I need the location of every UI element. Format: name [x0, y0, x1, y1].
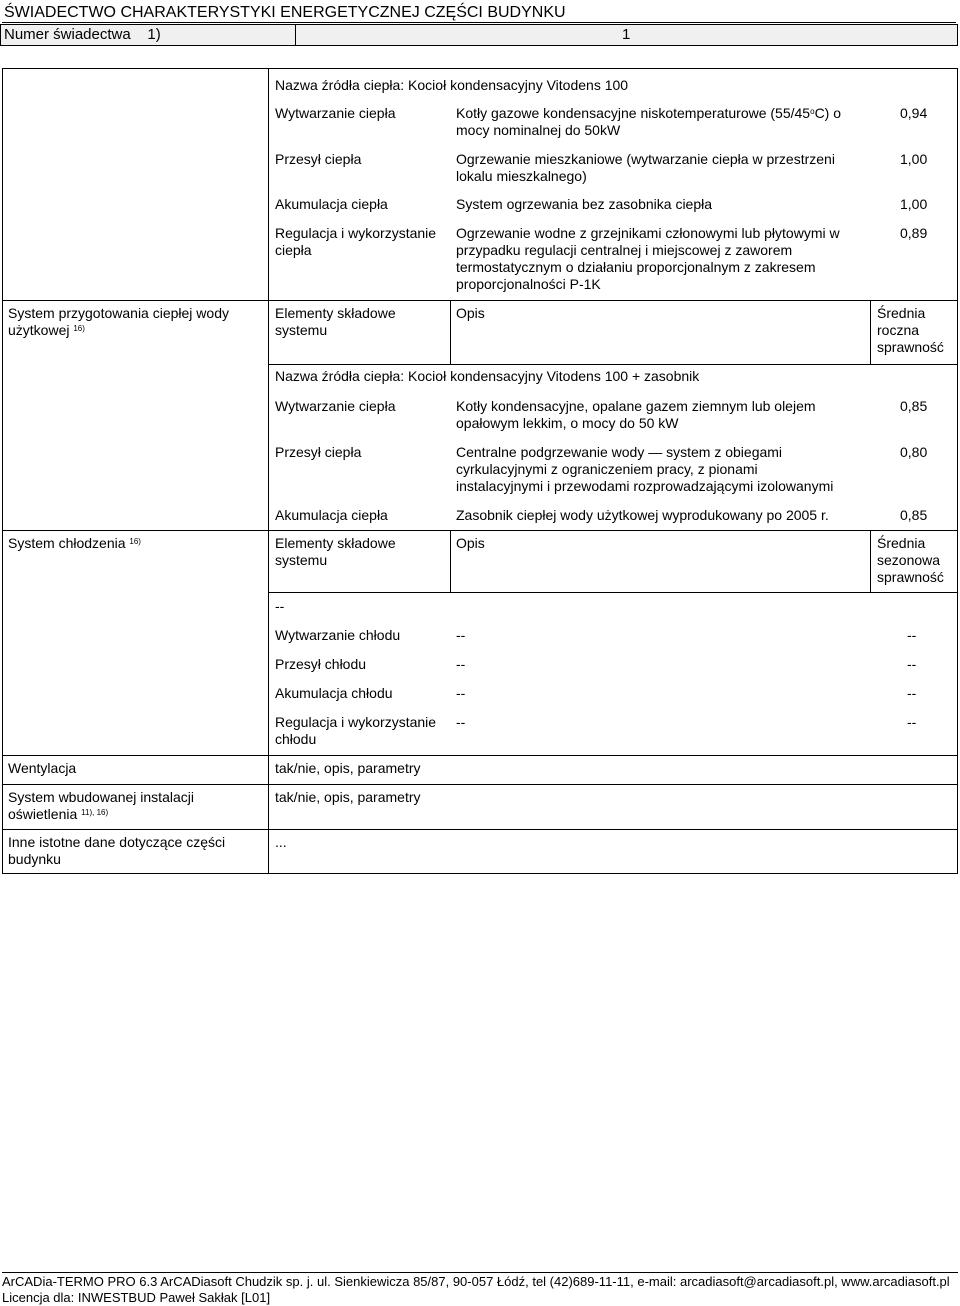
ventilation-value: tak/nie, opis, parametry: [275, 760, 421, 776]
column-divider: [870, 300, 871, 364]
cooling-source-dash: --: [275, 598, 285, 614]
column-divider: [870, 530, 871, 592]
column-divider: [268, 68, 269, 874]
hot-water-col-elements: Elementy składowe systemu: [275, 305, 396, 338]
cooling-transmission-value: --: [907, 656, 917, 672]
cooling-generation-label: Wytwarzanie chłodu: [275, 627, 401, 643]
heating-generation-value: 0,94: [900, 105, 928, 121]
cooling-transmission-desc: --: [456, 656, 466, 672]
certificate-number-value: 1: [622, 26, 631, 43]
heating-source-title: Nazwa źródła ciepła: Kocioł kondensacyjny Vitodens 100: [275, 77, 629, 93]
cooling-label: System chłodzenia $^{16)}$: [8, 535, 141, 551]
cooling-col-desc: Opis: [456, 535, 485, 551]
row-divider: [268, 592, 958, 593]
hot-water-col-value: Średnia roczna sprawność: [877, 305, 944, 355]
footer-software-line: ArCADia-TERMO PRO 6.3 ArCADiasoft Chudzik sp. j. ul. Sienkiewicza 85/87, 90-057 Łódź, tel (42)689-11-11, e-mail: arcadiasoft@arcadiasoft.pl, www.arcadiasoft.pl: [2, 1274, 950, 1289]
cooling-transmission-label: Przesył chłodu: [275, 656, 367, 672]
heating-regulation-desc: Ogrzewanie wodne z grzejnikami członowymi lub płytowymi w przypadku regulacji centralnej i miejscowej z zaworem termostatycznym o działaniu proporcjonalnym z zakresem proporcjonalności P-1K: [456, 225, 840, 292]
footer-divider: [2, 1272, 958, 1273]
row-divider: [2, 784, 268, 785]
column-divider: [450, 530, 451, 592]
cooling-col-value: Średnia sezonowa sprawność: [877, 535, 944, 585]
hot-water-label: System przygotowania ciepłej wody użytkowej $^{16)}$: [8, 305, 229, 338]
cooling-regulation-desc: --: [456, 714, 466, 730]
ventilation-label: Wentylacja: [8, 760, 77, 776]
hw-storage-label: Akumulacja ciepła: [275, 507, 388, 523]
heating-storage-desc: System ogrzewania bez zasobnika ciepła: [456, 196, 713, 212]
document-title: ŚWIADECTWO CHARAKTERYSTYKI ENERGETYCZNEJ CZĘŚCI BUDYNKU: [2, 3, 956, 23]
row-divider: [2, 829, 268, 830]
column-divider: [450, 300, 451, 364]
number-divider: [295, 24, 296, 46]
hw-transmission-label: Przesył ciepła: [275, 444, 362, 460]
hw-transmission-value: 0,80: [900, 444, 928, 460]
hot-water-source-title: Nazwa źródła ciepła: Kocioł kondensacyjny Vitodens 100 + zasobnik: [275, 368, 700, 384]
hw-storage-value: 0,85: [900, 507, 928, 523]
row-divider: [268, 755, 958, 756]
heating-transmission-label: Przesył ciepła: [275, 151, 362, 167]
heating-generation-label: Wytwarzanie ciepła: [275, 105, 396, 121]
lighting-label: System wbudowanej instalacji oświetlenia $^{11), 16)}$: [8, 789, 194, 822]
cooling-storage-value: --: [907, 685, 917, 701]
heating-transmission-desc: Ogrzewanie mieszkaniowe (wytwarzanie ciepła w przestrzeni lokalu mieszkalnego): [456, 151, 835, 184]
heating-storage-value: 1,00: [900, 196, 928, 212]
cooling-col-elements: Elementy składowe systemu: [275, 535, 396, 568]
row-divider: [268, 300, 958, 301]
row-divider: [2, 300, 268, 301]
lighting-value: tak/nie, opis, parametry: [275, 789, 421, 805]
hw-transmission-desc: Centralne podgrzewanie wody — system z obiegami cyrkulacyjnymi z ograniczeniem pracy, z pionami instalacyjnymi i przewodami rozprowadzającymi izolowanymi: [456, 444, 834, 494]
cooling-storage-label: Akumulacja chłodu: [275, 685, 393, 701]
hw-generation-value: 0,85: [900, 398, 928, 414]
certificate-number-label: Numer świadectwa 1): [4, 26, 161, 43]
row-divider: [2, 755, 268, 756]
cooling-generation-value: --: [907, 627, 917, 643]
cooling-regulation-label: Regulacja i wykorzystanie chłodu: [275, 714, 437, 747]
hot-water-col-desc: Opis: [456, 305, 485, 321]
row-divider: [268, 364, 958, 365]
hw-generation-label: Wytwarzanie ciepła: [275, 398, 396, 414]
footer-license-line: Licencja dla: INWESTBUD Paweł Sakłak [L01]: [2, 1290, 271, 1305]
hw-generation-desc: Kotły kondensacyjne, opalane gazem ziemnym lub olejem opałowym lekkim, o mocy do 50 kW: [456, 398, 816, 431]
cooling-regulation-value: --: [907, 714, 917, 730]
row-divider: [2, 530, 268, 531]
cooling-storage-desc: --: [456, 685, 466, 701]
row-divider: [268, 829, 958, 830]
heating-storage-label: Akumulacja ciepła: [275, 196, 388, 212]
heating-generation-desc: Kotły gazowe kondensacyjne niskotemperaturowe (55/45$^o$C) o mocy nominalnej do 50kW: [456, 105, 842, 138]
row-divider: [268, 784, 958, 785]
row-divider: [268, 530, 958, 531]
heating-transmission-value: 1,00: [900, 151, 928, 167]
cooling-generation-desc: --: [456, 627, 466, 643]
other-data-label: Inne istotne dane dotyczące części budynku: [8, 834, 226, 867]
hw-storage-desc: Zasobnik ciepłej wody użytkowej wyprodukowany po 2005 r.: [456, 507, 829, 523]
heating-regulation-value: 0,89: [900, 225, 928, 241]
other-data-value: ...: [275, 834, 287, 850]
heating-regulation-label: Regulacja i wykorzystanie ciepła: [275, 225, 437, 258]
